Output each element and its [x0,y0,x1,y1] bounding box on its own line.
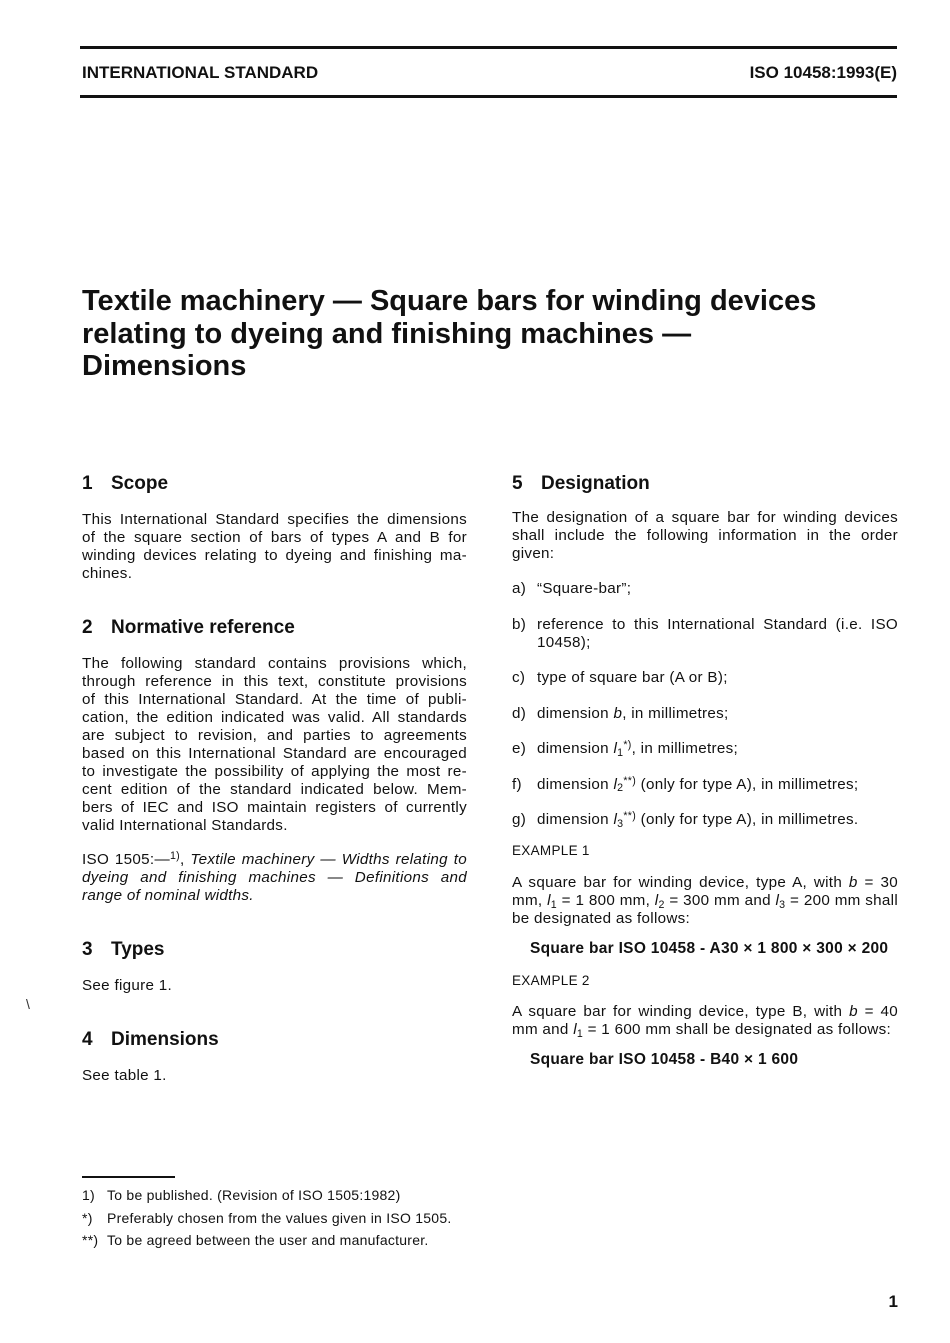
variable: l [547,892,551,909]
text-line: winding devices relating to dyeing and finishing ma- [82,547,467,564]
section-heading-normative-reference [82,617,467,639]
list-label: d) [512,704,527,722]
example-2-text [512,1003,898,1039]
list-text-pre: dimension [537,775,614,793]
text-line: shall include the following information in the order [512,527,898,544]
right-column [512,473,898,1069]
variable-subscript: 1 [617,746,624,759]
footnote-label: **) [82,1232,99,1248]
reference-separator: , [180,851,191,868]
list-item [512,616,898,652]
list-item [512,580,898,598]
example-2-label: EXAMPLE 2 [512,973,590,988]
section-number: 2 [82,617,93,638]
list-label: a) [512,580,527,597]
footnote-text: To be published. (Revision of ISO 1505:1982) [107,1187,401,1203]
list-text-pre: dimension [537,704,614,722]
example-2-designation: Square bar ISO 10458 - B40 × 1 600 [530,1051,799,1068]
footnote [82,1207,582,1230]
dimensions-paragraph: See table 1. [82,1067,167,1084]
variable: b [848,874,858,891]
reference-title: range of nominal widths. [82,887,254,904]
section-title: Scope [111,473,169,494]
list-label: g) [512,811,527,828]
list-text-post: (only for type A), in millimetres. [636,811,859,828]
text-line: cation, the edition indicated was valid. All standards [82,709,467,726]
list-item [512,669,898,687]
text-run: = 300 mm and [664,892,776,909]
document-reference: ISO 10458:1993(E) [749,63,897,82]
section-number: 3 [82,939,93,960]
list-text-post: (only for type A), in millimetres; [636,775,859,793]
variable-subscript: 2 [658,898,665,911]
variable: l [573,1021,577,1038]
text-line: based on this International Standard are encouraged [82,745,467,762]
variable: l [613,740,618,757]
list-text [537,811,898,829]
variable-subscript: 1 [550,898,557,911]
text-line: This International Standard specifies the dimensions [82,511,467,528]
reference-code: ISO 1505:— [82,851,170,868]
section-heading-types [82,939,467,961]
variable: b [613,704,623,722]
list-label: c) [512,669,526,686]
list-item [512,705,898,723]
list-text: “Square-bar”; [537,580,632,597]
list-text-pre: dimension [537,740,614,757]
reference-title: dyeing and finishing machines — Definitions and [82,869,467,886]
example-1-label: EXAMPLE 1 [512,843,590,858]
reference-title: Textile machinery — Widths relating to [190,851,468,868]
text-run: = 1 600 mm shall be designated as follows: [583,1021,892,1038]
section-heading-scope [82,473,467,495]
margin-mark: \ [26,996,30,1012]
text-line [82,887,467,905]
text-line: are subject to revision, and parties to agreements [82,727,467,744]
footnote [82,1229,582,1252]
text-line: cent edition of the standard indicated below. Mem- [82,781,467,798]
footnote-text: Preferably chosen from the values given in ISO 1505. [107,1209,452,1226]
page-number: 1 [888,1292,898,1311]
footnote-label: 1) [82,1187,95,1203]
text-line: of this International Standard. At the time of publi- [82,691,467,708]
list-label: b) [512,615,527,633]
section-heading-designation [512,473,898,495]
designation-list [512,580,898,829]
text-run: = 30 mm, [512,874,898,909]
footnote [82,1184,582,1207]
text-line: of the square section of bars of types A and B for [82,529,467,546]
left-column [82,473,467,1085]
list-text-pre: dimension [537,811,614,828]
example-1-designation: Square bar ISO 10458 - A30 × 1 800 × 300 × 200 [530,940,889,957]
section-title: Dimensions [111,1029,219,1050]
normative-reference-entry [82,851,467,905]
footnote-ref: 1) [169,850,180,863]
section-title: Types [111,939,165,960]
variable-subscript: 2 [617,782,624,795]
variable-subscript: 1 [576,1027,584,1040]
text-line: valid International Standards. [82,817,288,834]
text-line [82,851,467,869]
list-text [537,740,898,758]
footnote-label: *) [82,1209,93,1226]
text-run: = 40 mm and [512,1003,898,1038]
text-line: through reference in this text, constitute provisions [82,673,467,690]
variable: l [613,775,618,793]
document-title [82,285,882,383]
text-run: A square bar for winding device, type A, with [512,874,849,891]
title-main: Textile machinery — Square bars for winding devices relating to dyeing and finishing machines — [82,285,817,350]
list-item [512,776,898,794]
list-text: type of square bar (A or B); [537,669,728,686]
normative-reference-paragraph [82,655,467,835]
list-text: reference to this International Standard (i.e. ISO 10458); [537,615,898,651]
designation-intro [512,509,898,563]
text-line: to investigate the possibility of applying the most re- [82,763,467,780]
variable: l [613,811,618,828]
list-text [537,705,898,723]
text-line: given: [512,545,555,562]
footnote-rule [82,1176,175,1178]
footnote-ref: *) [623,739,632,752]
document-type: INTERNATIONAL STANDARD [82,63,319,82]
section-title: Designation [541,473,650,494]
text-line: chines. [82,565,133,582]
list-text-post: , in millimetres; [631,740,739,757]
text-run: = 1 800 mm, [556,892,655,909]
text-line: The designation of a square bar for winding devices [512,509,898,526]
list-item [512,740,898,758]
scope-paragraph [82,511,467,583]
text-line [82,869,467,887]
variable: l [775,892,780,909]
variable-subscript: 3 [779,898,786,911]
section-title: Normative reference [111,617,295,638]
section-number: 1 [82,473,93,494]
text-run: A square bar for winding device, type B, with [512,1003,850,1020]
text-line: bers of IEC and ISO maintain registers of currently [82,799,467,816]
footnote-text: To be agreed between the user and manufacturer. [107,1232,429,1248]
example-1-text [512,874,898,928]
footnote-ref: **) [623,810,637,823]
list-text-post: , in millimetres; [622,704,729,722]
text-run: = 200 mm shall be designated as follows: [512,892,898,927]
types-paragraph: See figure 1. [82,977,173,994]
footnote-ref: **) [623,774,637,787]
list-item [512,811,898,829]
list-label: e) [512,740,527,757]
section-heading-dimensions [82,1029,467,1051]
footnotes [82,1184,582,1252]
header-bottom-rule [80,95,897,98]
title-complement: Dimensions [82,350,247,382]
variable: b [849,1003,858,1020]
section-number: 4 [82,1029,93,1050]
list-text [537,776,898,794]
list-label: f) [512,775,522,793]
header-top-rule [80,46,897,49]
variable: l [654,892,659,909]
section-number: 5 [512,473,523,494]
variable-subscript: 3 [617,817,624,830]
text-line: The following standard contains provisions which, [82,655,467,672]
